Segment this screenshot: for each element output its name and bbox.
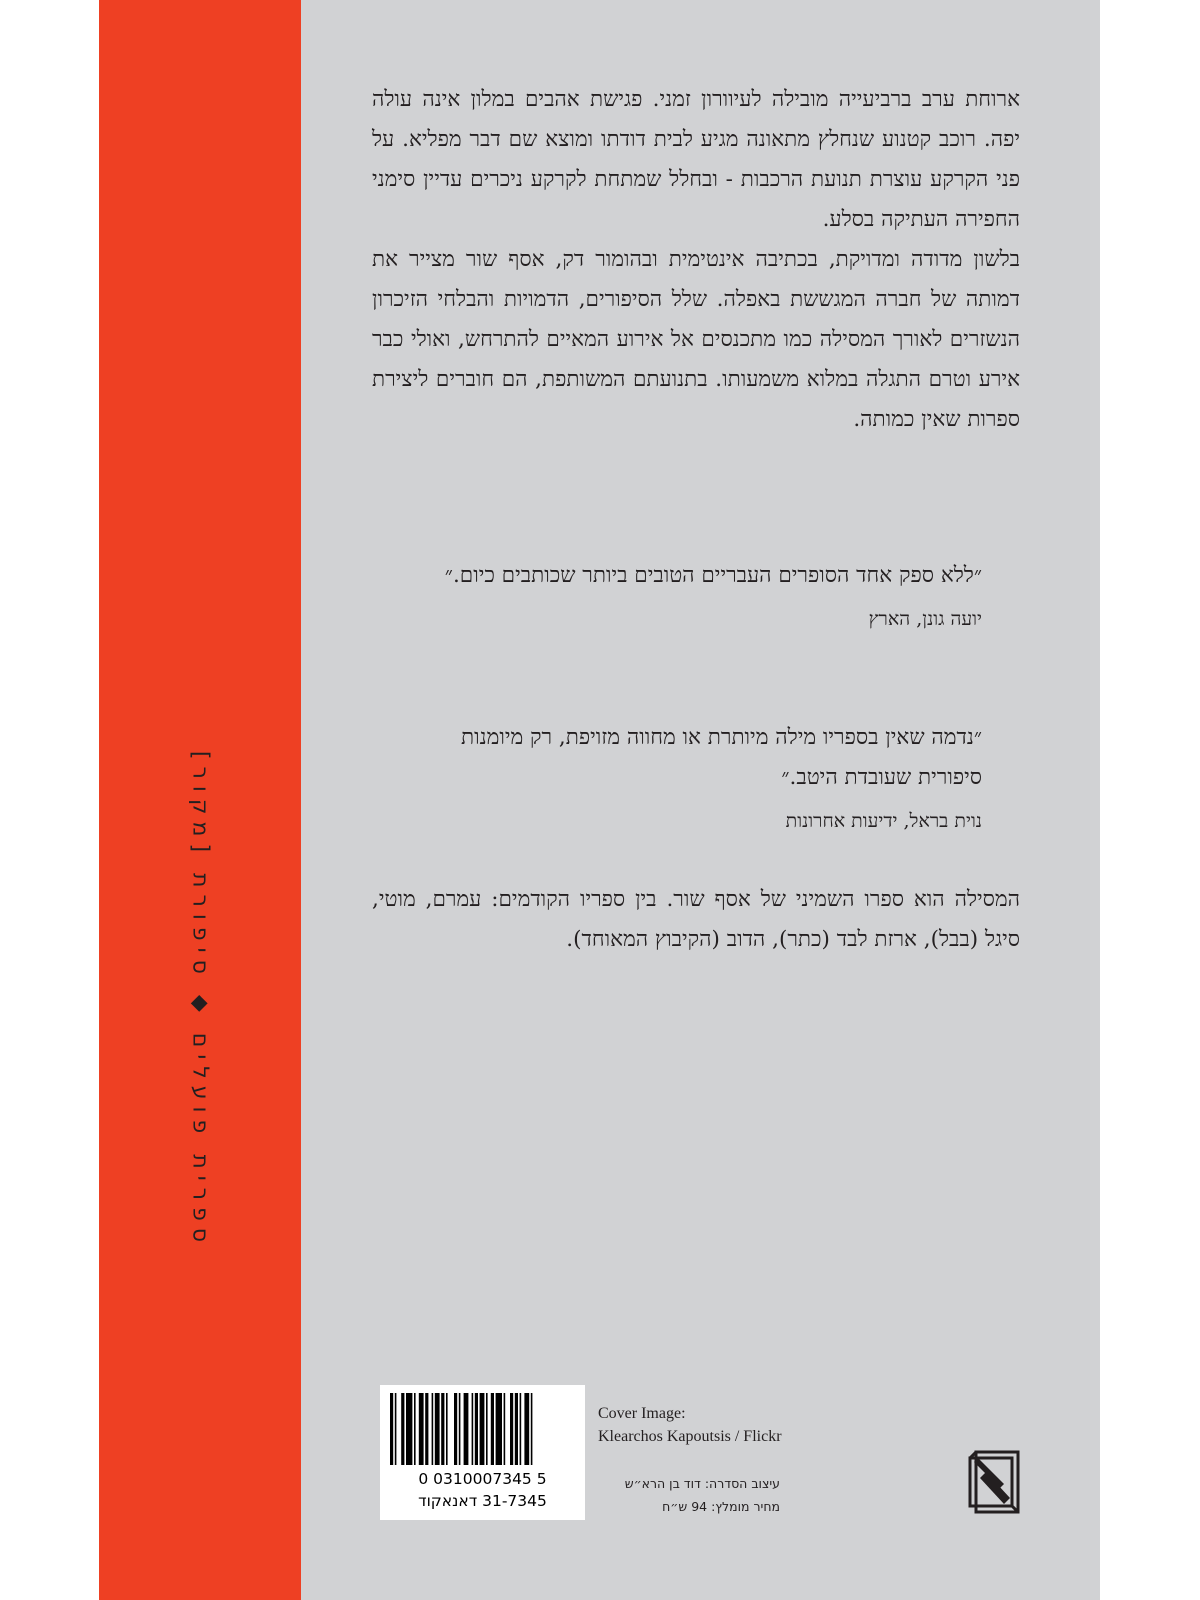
quote-attribution: נוית בראל, ידיעות אחרונות	[785, 810, 982, 832]
credit-line-1: Cover Image:	[598, 1405, 686, 1422]
catalog-number: 31-7345 דאנאקוד	[418, 1492, 547, 1510]
quote-text: ״נדמה שאין בספריו מילה מיותרת או מחווה מזויפת, רק מיומנות סיפורית שעובדת היטב.״	[460, 725, 982, 790]
book-logo-icon	[966, 1448, 1024, 1516]
series-design-credit: עיצוב הסדרה: דוד בן הרא״ש	[624, 1476, 780, 1491]
barcode-number: 0 0310007345 5	[418, 1470, 547, 1488]
quote-text: ״ללא ספק אחד הסופרים העבריים הטובים ביותר שכותבים כיום.״	[444, 563, 982, 588]
cover-image-credit	[598, 1402, 782, 1448]
series-design-info	[598, 1472, 780, 1518]
credit-line-2: Klearchos Kapoutsis / Flickr	[598, 1428, 782, 1445]
series-name-text: ספרית פועלים ◆ סיפורת [מקור]	[187, 750, 213, 1250]
book-blurb	[372, 80, 1020, 440]
barcode	[380, 1385, 585, 1520]
price: מחיר מומלץ: 94 ש״ח	[662, 1499, 780, 1514]
blurb-paragraph-2: בלשון מדודה ומדויקת, בכתיבה אינטימית ובהומור דק, אסף שור מצייר את דמותה של חברה המגששת באפלה. שלל הסיפורים, הדמויות והבלחי הזיכרון הנשזרים לאורך המסילה כמו מתכנסים אל אירוע המאיים להתרחש, ואולי כבר אירע וטרם התגלה במלוא משמעותו. בתנועתם המשותפת, הם חוברים ליצירת ספרות שאין כמותה.	[372, 247, 1020, 432]
about-author: המסילה הוא ספרו השמיני של אסף שור. בין ספריו הקודמים: עמרם, מוטי, סיגל (בבל), ארזת לבד (כתר), הדוב (הקיבוץ המאוחד).	[372, 887, 1020, 952]
review-quote-1	[410, 556, 982, 636]
quote-attribution: יועה גונן, הארץ	[868, 608, 982, 630]
review-quote-2	[410, 718, 982, 838]
barcode-bars	[388, 1393, 577, 1465]
blurb-paragraph-1: ארוחת ערב ברביעייה מובילה לעיוורון זמני. פגישת אהבים במלון אינה עולה יפה. רוכב קטנוע שנחלץ מתאונה מגיע לבית דודתו ומוצא שם דבר מפליא. על פני הקרקע עוצרת תנועת הרכבות - ובחלל שמתחת לקרקע ניכרים עדיין סימני החפירה העתיקה בסלע.	[372, 87, 1020, 232]
